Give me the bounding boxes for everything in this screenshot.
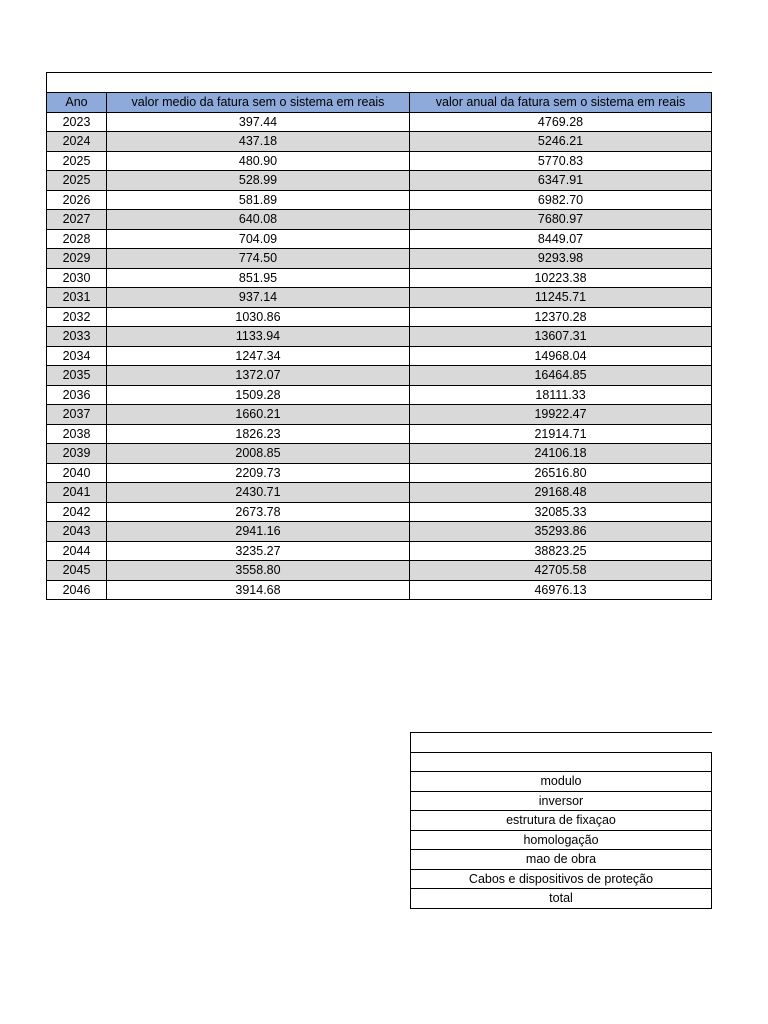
cell-annual-bill[interactable]: 9293.98: [410, 249, 712, 269]
system-cost-table: [410, 732, 712, 909]
cell-monthly-bill[interactable]: 774.50: [107, 249, 410, 269]
table-row: [47, 132, 712, 152]
cell-monthly-bill[interactable]: 1660.21: [107, 405, 410, 425]
table-header-row: [47, 93, 712, 113]
table-row: [47, 190, 712, 210]
table-row: [47, 483, 712, 503]
cell-annual-bill[interactable]: 38823.25: [410, 541, 712, 561]
cell-monthly-bill[interactable]: 2008.85: [107, 444, 410, 464]
table-row: [47, 522, 712, 542]
cell-annual-bill[interactable]: 6982.70: [410, 190, 712, 210]
cell-year[interactable]: 2040: [47, 463, 107, 483]
cell-year[interactable]: 2030: [47, 268, 107, 288]
cell-monthly-bill[interactable]: 3914.68: [107, 580, 410, 600]
cell-annual-bill[interactable]: 4769.28: [410, 112, 712, 132]
cell-annual-bill[interactable]: 5770.83: [410, 151, 712, 171]
cell-annual-bill[interactable]: 29168.48: [410, 483, 712, 503]
table-row: [47, 580, 712, 600]
cell-year[interactable]: 2024: [47, 132, 107, 152]
table-row: [47, 249, 712, 269]
cell-year[interactable]: 2023: [47, 112, 107, 132]
cell-annual-bill[interactable]: 6347.91: [410, 171, 712, 191]
table-row: [47, 210, 712, 230]
cell-year[interactable]: 2037: [47, 405, 107, 425]
cell-monthly-bill[interactable]: 1509.28: [107, 385, 410, 405]
cell-year[interactable]: 2029: [47, 249, 107, 269]
blank-cell[interactable]: [411, 752, 712, 772]
cell-monthly-bill[interactable]: 704.09: [107, 229, 410, 249]
cell-monthly-bill[interactable]: 937.14: [107, 288, 410, 308]
table-row: [47, 327, 712, 347]
cost-row: [411, 811, 712, 831]
table-row: [47, 229, 712, 249]
cost-row: [411, 869, 712, 889]
table-row: [47, 268, 712, 288]
cell-monthly-bill[interactable]: 528.99: [107, 171, 410, 191]
cell-monthly-bill[interactable]: 640.08: [107, 210, 410, 230]
cell-year[interactable]: 2034: [47, 346, 107, 366]
table-row: [47, 444, 712, 464]
cell-year[interactable]: 2032: [47, 307, 107, 327]
cell-annual-bill[interactable]: 8449.07: [410, 229, 712, 249]
cell-monthly-bill[interactable]: 1826.23: [107, 424, 410, 444]
cell-monthly-bill[interactable]: 480.90: [107, 151, 410, 171]
cost-row: [411, 791, 712, 811]
cost-blank-row: [411, 752, 712, 772]
cell-monthly-bill[interactable]: 1372.07: [107, 366, 410, 386]
cell-annual-bill[interactable]: 18111.33: [410, 385, 712, 405]
cell-year[interactable]: 2038: [47, 424, 107, 444]
cost-row: [411, 772, 712, 792]
cell-annual-bill[interactable]: 13607.31: [410, 327, 712, 347]
header-year[interactable]: Ano: [47, 93, 107, 113]
cell-year[interactable]: 2028: [47, 229, 107, 249]
cell-year[interactable]: 2045: [47, 561, 107, 581]
cell-monthly-bill[interactable]: 851.95: [107, 268, 410, 288]
cell-monthly-bill[interactable]: 581.89: [107, 190, 410, 210]
table-row: [47, 307, 712, 327]
cell-monthly-bill[interactable]: 2673.78: [107, 502, 410, 522]
cell-year[interactable]: 2046: [47, 580, 107, 600]
table-row: [47, 463, 712, 483]
cell-annual-bill[interactable]: 26516.80: [410, 463, 712, 483]
cell-year[interactable]: 2026: [47, 190, 107, 210]
cell-monthly-bill[interactable]: 397.44: [107, 112, 410, 132]
cell-year[interactable]: 2039: [47, 444, 107, 464]
header-annual-bill[interactable]: valor anual da fatura sem o sistema em reais: [410, 93, 712, 113]
cell-monthly-bill[interactable]: 437.18: [107, 132, 410, 152]
table-row: [47, 502, 712, 522]
cost-row: [411, 850, 712, 870]
table-row: [47, 385, 712, 405]
table-row: [47, 346, 712, 366]
cost-item-cell[interactable]: modulo: [411, 772, 712, 792]
cell-annual-bill[interactable]: 46976.13: [410, 580, 712, 600]
blank-cell[interactable]: [411, 733, 712, 753]
table-blank-top-row: [47, 73, 712, 93]
cell-year[interactable]: 2027: [47, 210, 107, 230]
cell-monthly-bill[interactable]: 2209.73: [107, 463, 410, 483]
cost-item-cell[interactable]: inversor: [411, 791, 712, 811]
cell-annual-bill[interactable]: 7680.97: [410, 210, 712, 230]
cell-annual-bill[interactable]: 19922.47: [410, 405, 712, 425]
cell-annual-bill[interactable]: 5246.21: [410, 132, 712, 152]
cell-annual-bill[interactable]: 12370.28: [410, 307, 712, 327]
cell-annual-bill[interactable]: 11245.71: [410, 288, 712, 308]
cell-year[interactable]: 2042: [47, 502, 107, 522]
table-row: [47, 366, 712, 386]
cell-year[interactable]: 2031: [47, 288, 107, 308]
table-row: [47, 561, 712, 581]
cost-item-cell[interactable]: Cabos e dispositivos de proteção: [411, 869, 712, 889]
cell-annual-bill[interactable]: 24106.18: [410, 444, 712, 464]
cell-monthly-bill[interactable]: 3235.27: [107, 541, 410, 561]
header-monthly-bill[interactable]: valor medio da fatura sem o sistema em reais: [107, 93, 410, 113]
cost-row: [411, 889, 712, 909]
cell-monthly-bill[interactable]: 3558.80: [107, 561, 410, 581]
table-row: [47, 112, 712, 132]
cell-year[interactable]: 2043: [47, 522, 107, 542]
cell-annual-bill[interactable]: 35293.86: [410, 522, 712, 542]
table-row: [47, 288, 712, 308]
table-row: [47, 151, 712, 171]
cell-year[interactable]: 2041: [47, 483, 107, 503]
cell-annual-bill[interactable]: 21914.71: [410, 424, 712, 444]
cell-year[interactable]: 2033: [47, 327, 107, 347]
energy-bill-table: [46, 72, 712, 600]
cell-year[interactable]: 2025: [47, 151, 107, 171]
cell-monthly-bill[interactable]: 1030.86: [107, 307, 410, 327]
cell-annual-bill[interactable]: 32085.33: [410, 502, 712, 522]
blank-cell[interactable]: [47, 73, 712, 93]
table-row: [47, 541, 712, 561]
cell-monthly-bill[interactable]: 2941.16: [107, 522, 410, 542]
table-row: [47, 171, 712, 191]
cell-year[interactable]: 2035: [47, 366, 107, 386]
cost-item-cell[interactable]: homologação: [411, 830, 712, 850]
cost-item-cell[interactable]: mao de obra: [411, 850, 712, 870]
cell-monthly-bill[interactable]: 1133.94: [107, 327, 410, 347]
cost-row: [411, 830, 712, 850]
cost-item-cell[interactable]: estrutura de fixaçao: [411, 811, 712, 831]
cell-annual-bill[interactable]: 14968.04: [410, 346, 712, 366]
cost-item-cell[interactable]: total: [411, 889, 712, 909]
cell-annual-bill[interactable]: 10223.38: [410, 268, 712, 288]
cell-annual-bill[interactable]: 42705.58: [410, 561, 712, 581]
cell-monthly-bill[interactable]: 2430.71: [107, 483, 410, 503]
cost-blank-row: [411, 733, 712, 753]
cell-annual-bill[interactable]: 16464.85: [410, 366, 712, 386]
cell-year[interactable]: 2025: [47, 171, 107, 191]
table-row: [47, 405, 712, 425]
cell-year[interactable]: 2044: [47, 541, 107, 561]
table-row: [47, 424, 712, 444]
cell-monthly-bill[interactable]: 1247.34: [107, 346, 410, 366]
cell-year[interactable]: 2036: [47, 385, 107, 405]
